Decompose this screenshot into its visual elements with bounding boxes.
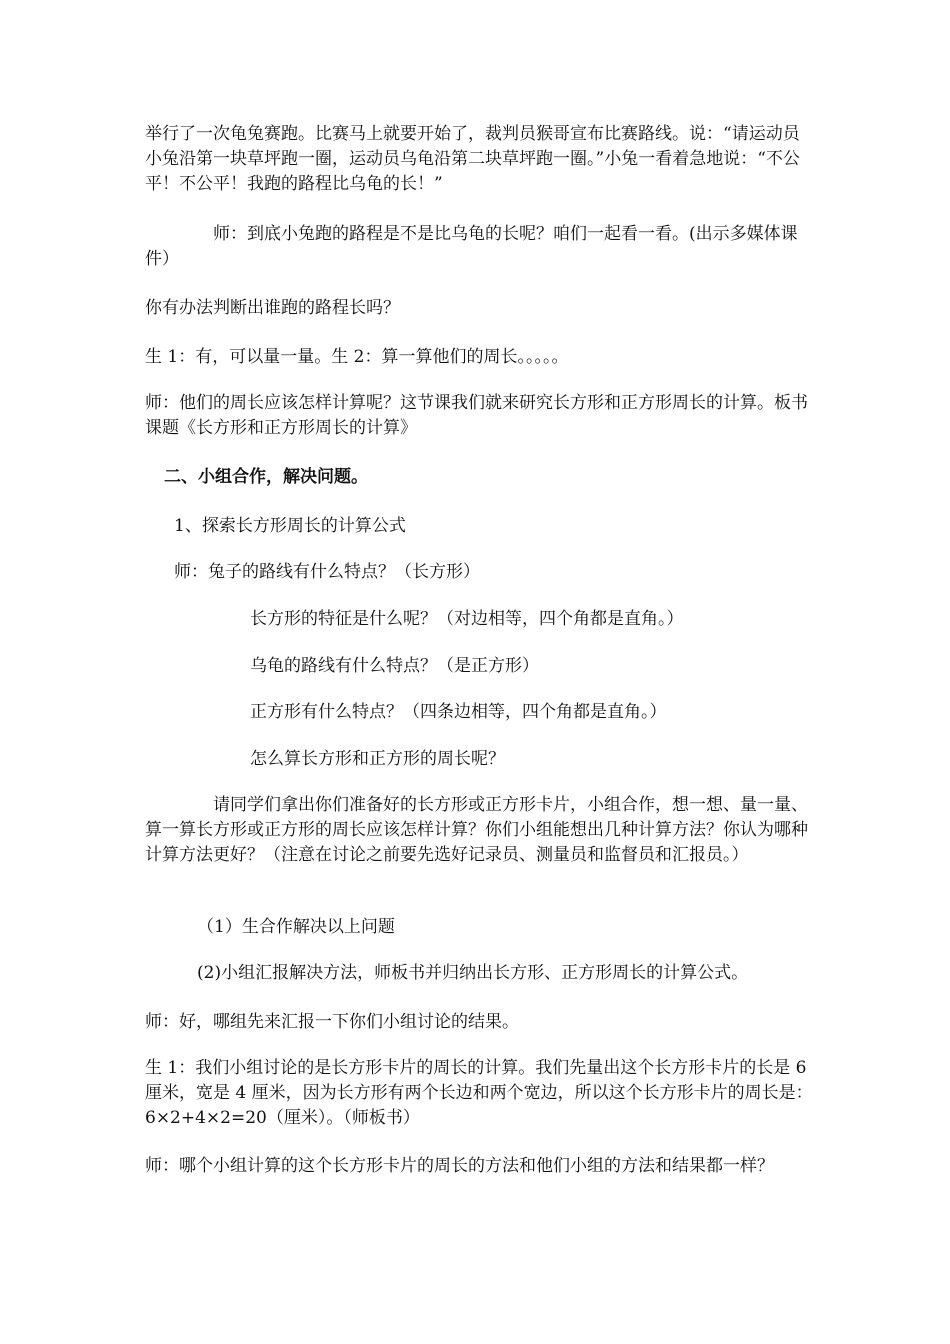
paragraph-race-story: 举行了一次龟兔赛跑。比赛马上就要开始了，裁判员猴哥宣布比赛路线。说：“请运动员小兔沿第一块草坪跑一圈，运动员乌龟沿第二块草坪跑一圈。”小兔一看着急地说：“不公平！不公平！我跑的路程比乌龟的长！” (145, 124, 800, 194)
paragraph-teacher-report: 师：好，哪组先来汇报一下你们小组讨论的结果。 (145, 1012, 519, 1032)
subheading-rectangle-formula: 1、探索长方形周长的计算公式 (174, 516, 406, 536)
paragraph-step-2: (2)小组汇报解决方法，师板书并归纳出长方形、正方形周长的计算公式。 (197, 963, 749, 983)
paragraph-teacher-compare: 师：哪个小组计算的这个长方形卡片的周长的方法和他们小组的方法和结果都一样？ (145, 1156, 774, 1176)
paragraph-rabbit-route: 师：兔子的路线有什么特点？（长方形） (174, 562, 480, 582)
paragraph-step-1: （1）生合作解决以上问题 (197, 917, 395, 937)
paragraph-teacher-question: 师：到底小兔跑的路程是不是比乌龟的长呢？咱们一起看一看。(出示多媒体课件） (145, 224, 798, 269)
paragraph-group-task: 请同学们拿出你们准备好的长方形或正方形卡片，小组合作，想一想、量一量、算一算长方形或正方形的周长应该怎样计算？你们小组能想出几种计算方法？你认为哪种计算方法更好？（注意在讨论之前要先选好记录员、测量员和监督员和汇报员。） (145, 795, 808, 865)
section-heading: 二、小组合作，解决问题。 (164, 467, 368, 487)
paragraph-perimeter-question: 怎么算长方形和正方形的周长呢？ (250, 749, 505, 769)
paragraph-student-answers: 生 1：有，可以量一量。生 2：算一算他们的周长。。。。。 (145, 347, 569, 367)
paragraph-lesson-topic: 师：他们的周长应该怎样计算呢？这节课我们就来研究长方形和正方形周长的计算。板书课题《长方形和正方形周长的计算》 (145, 393, 808, 438)
paragraph-rectangle-features: 长方形的特征是什么呢？（对边相等，四个角都是直角。） (250, 609, 684, 629)
paragraph-student-report: 生 1：我们小组讨论的是长方形卡片的周长的计算。我们先量出这个长方形卡片的长是 6 厘米，宽是 4 厘米，因为长方形有两个长边和两个宽边，所以这个长方形卡片的周长是：6×2+4×2=20（厘米）。（师板书） (145, 1058, 813, 1128)
paragraph-square-features: 正方形有什么特点？（四条边相等，四个角都是直角。） (250, 702, 667, 722)
paragraph-judge-question: 你有办法判断出谁跑的路程长吗？ (145, 298, 400, 318)
paragraph-turtle-route: 乌龟的路线有什么特点？（是正方形） (250, 656, 539, 676)
